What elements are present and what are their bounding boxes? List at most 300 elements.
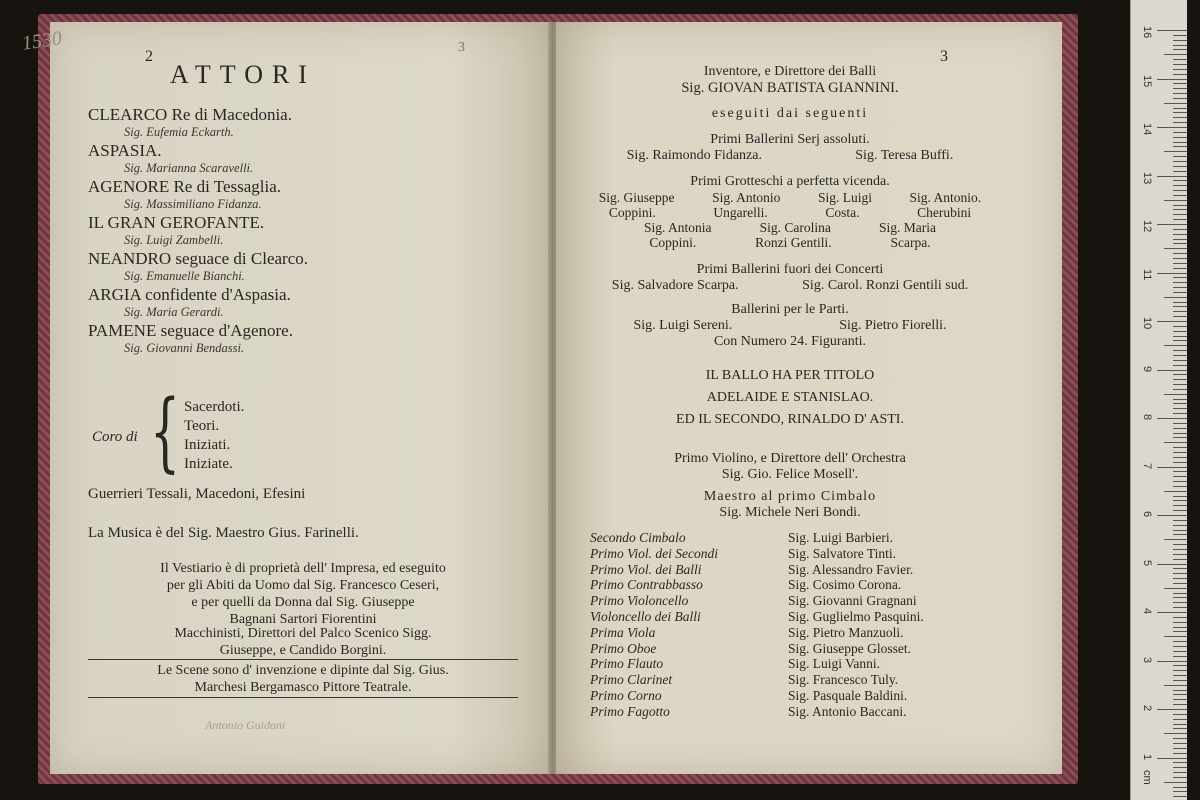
ruler-tick: [1173, 389, 1187, 390]
ruler-tick: [1173, 117, 1187, 118]
ruler-tick: [1173, 112, 1187, 113]
chorus-item: Teori.: [184, 418, 220, 434]
dancer-name: Sig. Carol. Ronzi Gentili sud.: [802, 278, 969, 293]
ruler-tick: [1164, 733, 1187, 734]
ruler-number: 1: [1141, 753, 1153, 760]
ruler-tick: [1173, 578, 1187, 579]
ruler-tick: [1164, 588, 1187, 589]
ruler-tick: [1173, 234, 1187, 235]
ruler-number: 12: [1141, 220, 1153, 233]
orchestra-row: [590, 688, 1010, 704]
ruler-unit: cm: [1141, 770, 1153, 785]
ruler-tick: [1173, 253, 1187, 254]
scene-line: Marchesi Bergamasco Pittore Teatrale.: [194, 680, 412, 695]
orchestra-row: [590, 577, 1010, 593]
instrument-name: Violoncello dei Balli: [590, 608, 701, 624]
ruler-tick: [1173, 559, 1187, 560]
chorus-group: [88, 382, 388, 483]
dancer-name: Sig. Giuseppe: [598, 190, 675, 205]
grotteschi-row: [580, 220, 1000, 235]
ruler-tick: [1173, 631, 1187, 632]
instrument-name: Primo Violoncello: [590, 593, 689, 609]
dancer-name: Sig. Carolina: [759, 220, 831, 235]
ruler-tick: [1164, 394, 1187, 395]
actor-name: Sig. Massimiliano Fidanza.: [124, 197, 262, 211]
instrument-name: Primo Contrabbasso: [590, 577, 703, 593]
ruler-tick: [1173, 302, 1187, 303]
ruler-tick: [1173, 408, 1187, 409]
ruler-tick: [1173, 243, 1187, 244]
ruler-tick: [1164, 782, 1187, 783]
cimbalo-heading: Maestro al primo Cimbalo: [703, 489, 877, 504]
dancer-name: Ronzi Gentili.: [755, 235, 832, 250]
role-name: PAMENE seguace d'Agenore.: [88, 321, 293, 340]
orchestra-row: [590, 562, 1010, 578]
instrument-name: Primo Viol. dei Balli: [590, 561, 702, 577]
ballo-title-1: IL BALLO HA PER TITOLO: [705, 368, 875, 383]
ruler-tick: [1173, 787, 1187, 788]
ruler-tick: [1173, 263, 1187, 264]
instrument-name: Primo Clarinet: [590, 672, 673, 688]
orchestra-row: [590, 546, 1010, 562]
ruler-tick: [1173, 205, 1187, 206]
ruler-tick: [1173, 457, 1187, 458]
actor-name: Sig. Marianna Scaravelli.: [124, 161, 254, 175]
actor-name: Sig. Luigi Zambelli.: [124, 233, 224, 247]
ruler-tick: [1157, 467, 1187, 468]
ruler-tick: [1173, 767, 1187, 768]
ruler-tick: [1173, 214, 1187, 215]
player-name: Sig. Luigi Barbieri.: [788, 530, 893, 545]
ruler-number: 4: [1141, 608, 1153, 615]
ruler-tick: [1173, 64, 1187, 65]
ruler-tick: [1173, 287, 1187, 288]
divider: [88, 659, 518, 660]
ruler-tick: [1173, 530, 1187, 531]
ruler-tick: [1173, 724, 1187, 725]
instrument-name: Primo Corno: [590, 687, 662, 703]
ruler-tick: [1173, 384, 1187, 385]
orchestra-row: [590, 625, 1010, 641]
ruler-tick: [1173, 777, 1187, 778]
ruler-tick: [1173, 282, 1187, 283]
scene-line: Le Scene sono d' invenzione e dipinte dal Sig. Gius.: [157, 663, 449, 678]
ruler-tick: [1173, 462, 1187, 463]
ruler-tick: [1173, 670, 1187, 671]
ruler-tick: [1173, 171, 1187, 172]
ruler-number: 14: [1141, 123, 1153, 136]
ruler-tick: [1157, 515, 1187, 516]
ruler-tick: [1173, 190, 1187, 191]
inventore-line: Inventore, e Direttore dei Balli: [703, 64, 877, 79]
player-name: Sig. Giovanni Gragnani: [788, 593, 917, 609]
musica-line: La Musica è del Sig. Maestro Gius. Farinelli.: [88, 525, 359, 541]
ruler-tick: [1173, 694, 1187, 695]
ruler-tick: [1173, 239, 1187, 240]
ruler-tick: [1157, 127, 1187, 128]
ruler-tick: [1173, 146, 1187, 147]
ruler-tick: [1157, 709, 1187, 710]
ruler-tick: [1173, 534, 1187, 535]
ruler-tick: [1173, 583, 1187, 584]
ruler-tick: [1157, 612, 1187, 613]
dancer-name: Sig. Antonio: [712, 190, 781, 205]
ruler-tick: [1173, 229, 1187, 230]
cast-list: [88, 104, 488, 356]
ruler-tick: [1173, 311, 1187, 312]
instrument-name: Primo Oboe: [590, 640, 657, 656]
brace-icon: {: [150, 382, 181, 482]
ruler-tick: [1157, 224, 1187, 225]
ruler-tick: [1173, 40, 1187, 41]
ruler-tick: [1173, 156, 1187, 157]
player-name: Sig. Pasquale Baldini.: [788, 687, 908, 703]
player-name: Sig. Antonio Baccani.: [788, 703, 907, 719]
ruler-tick: [1173, 772, 1187, 773]
ruler-tick: [1157, 758, 1187, 759]
ruler-tick: [1173, 641, 1187, 642]
role-name: ARGIA confidente d'Aspasia.: [88, 285, 291, 304]
player-name: Sig. Giuseppe Glosset.: [788, 640, 911, 656]
ruler-tick: [1173, 675, 1187, 676]
ruler-tick: [1173, 476, 1187, 477]
orchestra-row: [590, 656, 1010, 672]
ruler-tick: [1173, 728, 1187, 729]
ruler-tick: [1164, 54, 1187, 55]
ruler-tick: [1173, 554, 1187, 555]
grotteschi-row: [580, 235, 1000, 250]
ruler-tick: [1173, 350, 1187, 351]
ruler-tick: [1157, 370, 1187, 371]
ruler-tick: [1173, 122, 1187, 123]
primi-serj-row: [580, 148, 1000, 164]
ruler-tick: [1173, 481, 1187, 482]
ruler-tick: [1173, 452, 1187, 453]
ruler-tick: [1173, 326, 1187, 327]
macchinisti-line: Macchinisti, Direttori del Palco Scenico Sigg.: [174, 626, 432, 641]
measuring-ruler: [1130, 0, 1187, 800]
guerrieri-line: Guerrieri Tessali, Macedoni, Efesini: [88, 486, 306, 502]
ruler-tick: [1173, 622, 1187, 623]
ruler-number: 7: [1141, 462, 1153, 469]
ruler-tick: [1173, 180, 1187, 181]
ruler-tick: [1173, 355, 1187, 356]
role-name: NEANDRO seguace di Clearco.: [88, 249, 308, 268]
dancer-name: Coppini.: [649, 235, 697, 250]
ruler-tick: [1173, 195, 1187, 196]
vestiario-line: Bagnani Sartori Fiorentini: [229, 612, 377, 627]
ballo-title-2: ADELAIDE E STANISLAO.: [706, 390, 874, 405]
faint-signature: Antonio Guidoni: [205, 718, 286, 732]
ruler-tick: [1173, 680, 1187, 681]
player-name: Sig. Salvatore Tinti.: [788, 545, 897, 561]
role-name: IL GRAN GEROFANTE.: [88, 213, 265, 232]
ruler-tick: [1173, 651, 1187, 652]
role-name: ASPASIA.: [88, 141, 162, 160]
ruler-tick: [1173, 437, 1187, 438]
dancer-name: Cherubini: [917, 205, 972, 220]
dancer-name: Sig. Luigi Sereni.: [633, 318, 733, 333]
instrument-name: Secondo Cimbalo: [590, 530, 686, 545]
player-name: Sig. Guglielmo Pasquini.: [788, 608, 924, 624]
ruler-tick: [1164, 636, 1187, 637]
ruler-tick: [1164, 297, 1187, 298]
ruler-tick: [1173, 365, 1187, 366]
ruler-tick: [1173, 486, 1187, 487]
ruler-tick: [1173, 59, 1187, 60]
ruler-tick: [1173, 738, 1187, 739]
orchestra-list: [590, 530, 1010, 720]
grotteschi-heading: Primi Grotteschi a perfetta vicenda.: [690, 174, 890, 189]
ruler-tick: [1173, 185, 1187, 186]
scene-block: [88, 662, 518, 696]
ruler-tick: [1173, 646, 1187, 647]
ruler-tick: [1173, 93, 1187, 94]
cimbalo-name: Sig. Michele Neri Bondi.: [719, 505, 861, 520]
dancer-name: Sig. Maria: [878, 220, 936, 235]
ballo-title-3: ED IL SECONDO, RINALDO D' ASTI.: [676, 412, 904, 427]
ruler-tick: [1173, 602, 1187, 603]
ruler-tick: [1173, 306, 1187, 307]
ruler-tick: [1164, 442, 1187, 443]
ruler-tick: [1173, 762, 1187, 763]
instrument-name: Prima Viola: [590, 624, 656, 640]
eseguiti-line: eseguiti dai seguenti: [711, 106, 869, 121]
ruler-tick: [1173, 413, 1187, 414]
fuori-heading: Primi Ballerini fuori dei Concerti: [696, 262, 884, 277]
ruler-tick: [1173, 399, 1187, 400]
ruler-tick: [1164, 103, 1187, 104]
ruler-tick: [1173, 525, 1187, 526]
actor-name: Sig. Giovanni Bendassi.: [124, 341, 245, 355]
dancer-name: Sig. Antonia: [644, 220, 712, 235]
orchestra-row: [590, 704, 1010, 720]
ruler-tick: [1173, 423, 1187, 424]
ruler-number: 16: [1141, 26, 1153, 39]
ruler-number: 13: [1141, 171, 1153, 184]
ruler-tick: [1157, 79, 1187, 80]
ink-note: 1530: [20, 27, 64, 55]
ruler-tick: [1173, 166, 1187, 167]
ruler-tick: [1173, 714, 1187, 715]
ruler-tick: [1173, 510, 1187, 511]
dancer-name: Sig. Teresa Buffi.: [855, 148, 954, 163]
role-name: AGENORE Re di Tessaglia.: [88, 177, 282, 196]
macchinisti-line: Giuseppe, e Candido Borgini.: [219, 643, 387, 658]
instrument-name: Primo Fagotto: [590, 703, 670, 719]
ruler-number: 15: [1141, 74, 1153, 87]
ruler-tick: [1173, 544, 1187, 545]
giannini-line: Sig. GIOVAN BATISTA GIANNINI.: [681, 80, 899, 96]
player-name: Sig. Cosimo Corona.: [788, 577, 902, 593]
ruler-tick: [1173, 500, 1187, 501]
actor-name: Sig. Emanuelle Bianchi.: [124, 269, 245, 283]
ruler-tick: [1173, 753, 1187, 754]
chorus-items: [184, 398, 244, 474]
macchinisti-block: [88, 625, 518, 659]
ruler-tick: [1173, 505, 1187, 506]
ruler-tick: [1173, 74, 1187, 75]
ruler-tick: [1173, 137, 1187, 138]
orchestra-row: [590, 530, 1010, 546]
parti-row: [580, 318, 1000, 334]
ruler-tick: [1173, 69, 1187, 70]
dancer-name: Sig. Raimondo Fidanza.: [626, 148, 762, 163]
ink-mark: 3: [458, 40, 465, 55]
player-name: Sig. Pietro Manzuoli.: [788, 624, 904, 640]
player-name: Sig. Luigi Vanni.: [788, 656, 881, 672]
ruler-tick: [1173, 593, 1187, 594]
figuranti-line: Con Numero 24. Figuranti.: [713, 334, 867, 349]
ruler-tick: [1173, 690, 1187, 691]
grotteschi-row: [580, 205, 1000, 220]
dancer-name: Coppini.: [608, 205, 656, 220]
ruler-tick: [1157, 30, 1187, 31]
ruler-number: 11: [1141, 268, 1153, 280]
player-name: Sig. Alessandro Favier.: [788, 561, 914, 577]
parti-heading: Ballerini per le Parti.: [731, 302, 849, 317]
ruler-tick: [1173, 108, 1187, 109]
orchestra-row: [590, 609, 1010, 625]
vestiario-line: per gli Abiti da Uomo dal Sig. Francesco Ceseri,: [166, 578, 440, 593]
ruler-tick: [1173, 316, 1187, 317]
ruler-tick: [1157, 321, 1187, 322]
ruler-tick: [1173, 748, 1187, 749]
orchestra-row: [590, 641, 1010, 657]
right-page-number: 3: [940, 48, 948, 65]
ruler-number: 3: [1141, 656, 1153, 663]
ruler-tick: [1173, 132, 1187, 133]
ruler-tick: [1173, 336, 1187, 337]
ruler-tick: [1173, 161, 1187, 162]
ruler-tick: [1157, 273, 1187, 274]
grotteschi-row: [580, 190, 1000, 205]
fuori-row: [580, 278, 1000, 294]
ruler-tick: [1173, 568, 1187, 569]
ruler-tick: [1173, 340, 1187, 341]
ruler-tick: [1173, 258, 1187, 259]
ruler-tick: [1164, 345, 1187, 346]
orchestra-row: [590, 593, 1010, 609]
ruler-tick: [1173, 607, 1187, 608]
role-name: CLEARCO Re di Macedonia.: [88, 105, 292, 124]
ruler-tick: [1173, 573, 1187, 574]
ruler-tick: [1173, 35, 1187, 36]
ruler-tick: [1173, 743, 1187, 744]
vestiario-block: [88, 560, 518, 628]
dancer-name: Scarpa.: [890, 235, 931, 250]
instrument-name: Primo Flauto: [590, 656, 664, 672]
violino-name: Sig. Gio. Felice Mosell'.: [721, 467, 859, 482]
chorus-item: Iniziati.: [184, 437, 231, 453]
ruler-tick: [1173, 268, 1187, 269]
ruler-tick: [1157, 661, 1187, 662]
ruler-number: 2: [1141, 705, 1153, 712]
ruler-tick: [1173, 699, 1187, 700]
ruler-tick: [1164, 151, 1187, 152]
left-page-number: 2: [145, 48, 153, 65]
ruler-tick: [1173, 379, 1187, 380]
ruler-tick: [1173, 597, 1187, 598]
ruler-tick: [1173, 627, 1187, 628]
ruler-tick: [1173, 83, 1187, 84]
dancer-name: Ungarelli.: [713, 205, 768, 220]
ruler-tick: [1173, 704, 1187, 705]
dancer-name: Costa.: [825, 205, 860, 220]
ruler-tick: [1173, 665, 1187, 666]
ruler-tick: [1157, 564, 1187, 565]
ruler-tick: [1173, 98, 1187, 99]
actor-name: Sig. Maria Gerardi.: [124, 305, 224, 319]
primi-serj-heading: Primi Ballerini Serj assoluti.: [710, 132, 870, 147]
orchestra-row: [590, 672, 1010, 688]
ruler-tick: [1164, 248, 1187, 249]
player-name: Sig. Francesco Tuly.: [788, 672, 899, 688]
ruler-tick: [1157, 176, 1187, 177]
ruler-number: 6: [1141, 511, 1153, 518]
dancer-name: Sig. Antonio.: [909, 190, 982, 205]
ruler-tick: [1173, 360, 1187, 361]
chorus-item: Sacerdoti.: [184, 399, 245, 415]
ruler-tick: [1173, 88, 1187, 89]
ruler-tick: [1164, 491, 1187, 492]
ruler-tick: [1173, 471, 1187, 472]
ruler-tick: [1164, 200, 1187, 201]
ruler-tick: [1173, 520, 1187, 521]
ruler-tick: [1157, 418, 1187, 419]
ruler-tick: [1173, 447, 1187, 448]
ruler-tick: [1173, 292, 1187, 293]
ruler-tick: [1173, 428, 1187, 429]
dancer-name: Sig. Salvadore Scarpa.: [611, 278, 739, 293]
ruler-tick: [1173, 656, 1187, 657]
ruler-tick: [1173, 549, 1187, 550]
ruler-tick: [1173, 142, 1187, 143]
ruler-tick: [1173, 331, 1187, 332]
ruler-tick: [1173, 277, 1187, 278]
ruler-tick: [1173, 433, 1187, 434]
ruler-number: 5: [1141, 559, 1153, 566]
ruler-tick: [1173, 45, 1187, 46]
instrument-name: Primo Viol. dei Secondi: [590, 545, 718, 561]
chorus-label: Coro di: [92, 429, 138, 445]
ruler-tick: [1173, 49, 1187, 50]
ruler-tick: [1173, 791, 1187, 792]
ruler-tick: [1173, 219, 1187, 220]
ruler-tick: [1173, 719, 1187, 720]
dancer-name: Sig. Pietro Fiorelli.: [839, 318, 947, 333]
divider: [88, 697, 518, 698]
ruler-number: 8: [1141, 414, 1153, 421]
dancer-name: Sig. Luigi: [817, 190, 872, 205]
actor-name: Sig. Eufemia Eckarth.: [124, 125, 234, 139]
ruler-number: 9: [1141, 365, 1153, 372]
chorus-item: Iniziate.: [184, 456, 233, 472]
vestiario-line: Il Vestiario è di proprietà dell' Impresa, ed eseguito: [160, 561, 446, 576]
ruler-tick: [1173, 496, 1187, 497]
ruler-tick: [1164, 539, 1187, 540]
ruler-tick: [1173, 796, 1187, 797]
vestiario-line: e per quelli da Donna dal Sig. Giuseppe: [191, 595, 415, 610]
page-title: ATTORI: [170, 60, 316, 89]
grotteschi-table: [580, 190, 1000, 250]
ruler-tick: [1173, 374, 1187, 375]
ruler-number: 10: [1141, 317, 1153, 330]
ruler-tick: [1173, 209, 1187, 210]
ruler-tick: [1164, 685, 1187, 686]
violino-heading: Primo Violino, e Direttore dell' Orchestra: [674, 451, 906, 466]
ruler-tick: [1173, 617, 1187, 618]
